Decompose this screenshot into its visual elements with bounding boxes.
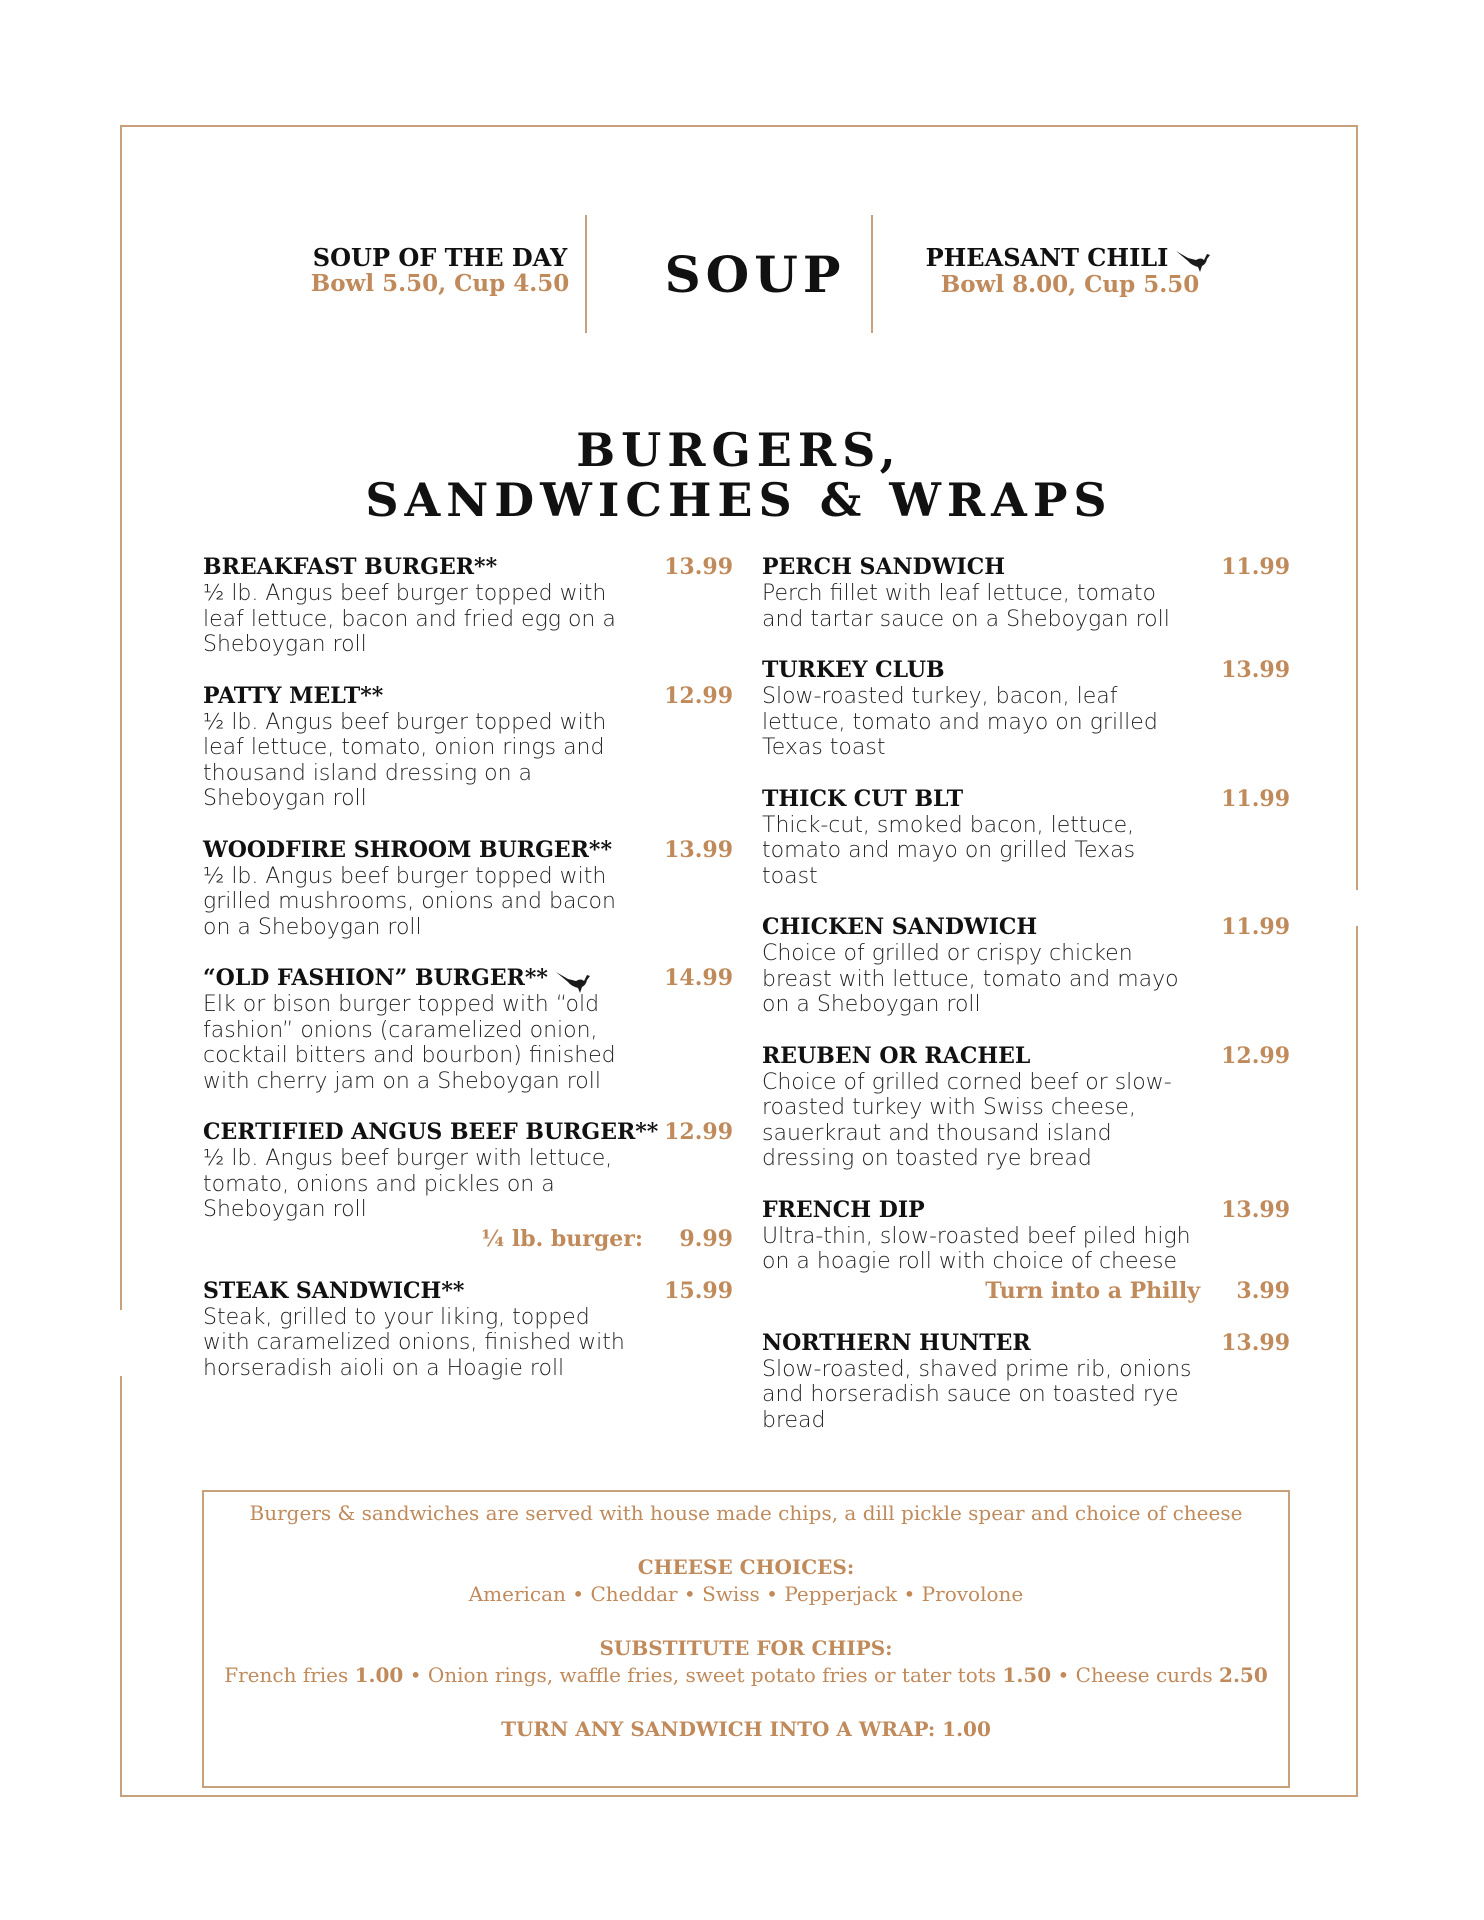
item-description: Choice of grilled corned beef or slow-roasted turkey with Swiss cheese, sauerkraut and thousand island dressing on toasted rye bread <box>762 1069 1172 1171</box>
soup-of-the-day <box>290 245 590 297</box>
menu-column-left <box>203 553 733 1405</box>
item-name: TURKEY CLUB <box>762 657 945 683</box>
item-description: ½ lb. Angus beef burger topped with leaf lettuce, bacon and fried egg on a Sheboygan roll <box>203 581 616 657</box>
item-name: WOODFIRE SHROOM BURGER** <box>203 836 612 863</box>
menu-item <box>762 785 1290 890</box>
option-price: 9.99 <box>679 1225 733 1252</box>
section-title-line: SANDWICHES & WRAPS <box>365 473 1113 527</box>
item-price: 13.99 <box>1221 1329 1290 1356</box>
substitute-heading: SUBSTITUTE FOR CHIPS: <box>599 1636 893 1660</box>
item-description: Steak, grilled to your liking, topped with caramelized onions, finished with horseradish aioli on a Hoagie roll <box>203 1304 625 1381</box>
item-description: ½ lb. Angus beef burger topped with leaf lettuce, tomato, onion rings and thousand island dressing on a Sheboygan roll <box>203 709 607 811</box>
menu-item <box>762 553 1290 632</box>
menu-item <box>203 836 733 941</box>
item-description: Ultra-thin, slow-roasted beef piled high on a hoagie roll with choice of cheese <box>762 1223 1191 1274</box>
menu-item <box>203 553 733 658</box>
frame-gap <box>116 1310 124 1376</box>
item-option <box>203 1225 733 1253</box>
item-name: “OLD FASHION” BURGER** <box>203 965 548 991</box>
option-price: 3.99 <box>1236 1277 1290 1304</box>
substitute-option: • Onion rings, waffle fries, sweet potato fries or tater tots <box>409 1663 997 1687</box>
soup-price: Bowl 5.50, Cup 4.50 <box>310 270 570 297</box>
item-price: 12.99 <box>664 682 733 709</box>
soup-section <box>120 215 1358 335</box>
menu-item <box>203 964 733 1094</box>
pheasant-chili <box>920 245 1220 298</box>
item-price: 12.99 <box>1221 1042 1290 1069</box>
item-name: PERCH SANDWICH <box>762 554 1005 580</box>
item-name: THICK CUT BLT <box>762 785 964 812</box>
notes-box <box>202 1490 1290 1788</box>
item-price: 13.99 <box>1221 657 1290 683</box>
item-description: Choice of grilled or crispy chicken breast with lettuce, tomato and mayo on a Sheboygan roll <box>762 941 1179 1017</box>
substitute-price: 1.50 <box>1002 1663 1052 1687</box>
soup-name: SOUP OF THE DAY <box>312 243 568 272</box>
divider <box>871 215 873 333</box>
item-name: BREAKFAST BURGER** <box>203 554 498 580</box>
substitute-price: 2.50 <box>1219 1663 1268 1687</box>
menu-item <box>762 1042 1290 1172</box>
substitute-option: French fries <box>224 1663 349 1687</box>
option-label: ¼ lb. burger: <box>481 1225 643 1252</box>
soup-price: Bowl 8.00, Cup 5.50 <box>940 270 1200 298</box>
item-name: CHICKEN SANDWICH <box>762 914 1038 940</box>
item-price: 13.99 <box>1221 1196 1290 1223</box>
item-name: STEAK SANDWICH** <box>203 1277 465 1304</box>
menu-item <box>203 1118 733 1253</box>
item-description: Perch fillet with leaf lettuce, tomato and tartar sauce on a Sheboygan roll <box>762 581 1170 632</box>
item-description: ½ lb. Angus beef burger topped with grilled mushrooms, onions and bacon on a Sheboygan roll <box>203 863 616 940</box>
menu-column-right <box>762 553 1290 1457</box>
pheasant-icon <box>1174 248 1214 272</box>
option-label: Turn into a Philly <box>985 1277 1200 1304</box>
item-price: 15.99 <box>664 1277 733 1304</box>
item-price: 12.99 <box>664 1119 733 1145</box>
wrap-note: TURN ANY SANDWICH INTO A WRAP: 1.00 <box>501 1717 991 1741</box>
cheese-list: American • Cheddar • Swiss • Pepperjack • Provolone <box>468 1582 1024 1606</box>
substitute-list <box>204 1662 1288 1689</box>
pheasant-icon <box>554 969 594 993</box>
item-description: Slow-roasted, shaved prime rib, onions and horseradish sauce on toasted rye bread <box>762 1356 1192 1433</box>
item-name: FRENCH DIP <box>762 1196 925 1223</box>
item-price: 13.99 <box>664 554 733 580</box>
item-description: ½ lb. Angus beef burger with lettuce, tomato, onions and pickles on a Sheboygan roll <box>203 1146 613 1222</box>
menu-item <box>203 682 733 812</box>
menu-item <box>762 1196 1290 1305</box>
menu-item <box>762 656 1290 761</box>
item-price: 14.99 <box>664 965 733 991</box>
section-title <box>120 425 1358 525</box>
item-name: REUBEN OR RACHEL <box>762 1042 1031 1069</box>
item-price: 11.99 <box>1221 785 1290 812</box>
soup-heading: SOUP <box>664 245 846 304</box>
item-description: Slow-roasted turkey, bacon, leaf lettuce, tomato and mayo on grilled Texas toast <box>762 684 1158 760</box>
item-description: Thick-cut, smoked bacon, lettuce, tomato and mayo on grilled Texas toast <box>762 812 1136 889</box>
soup-name <box>920 245 1220 272</box>
item-name: NORTHERN HUNTER <box>762 1329 1031 1356</box>
cheese-heading: CHEESE CHOICES: <box>637 1555 855 1579</box>
item-price: 11.99 <box>1221 914 1290 940</box>
menu-item <box>203 1277 733 1382</box>
item-price: 13.99 <box>664 836 733 863</box>
item-option <box>762 1277 1290 1305</box>
substitute-option: • Cheese curds <box>1057 1663 1213 1687</box>
item-price: 11.99 <box>1221 554 1290 580</box>
item-name: CERTIFIED ANGUS BEEF BURGER** <box>203 1119 659 1145</box>
soup-name-text: PHEASANT CHILI <box>925 243 1169 272</box>
frame-gap <box>1354 890 1362 926</box>
substitute-price: 1.00 <box>354 1663 404 1687</box>
menu-item <box>762 1329 1290 1434</box>
item-name: PATTY MELT** <box>203 682 384 709</box>
item-description: Elk or bison burger topped with “old fashion” onions (caramelized onion, cocktail bitters and bourbon) finished with cherry jam on a Sheboygan roll <box>203 992 616 1094</box>
section-title-line: BURGERS, <box>576 423 902 477</box>
served-with-note: Burgers & sandwiches are served with house made chips, a dill pickle spear and choice of cheese <box>249 1501 1243 1525</box>
menu-item <box>762 913 1290 1018</box>
